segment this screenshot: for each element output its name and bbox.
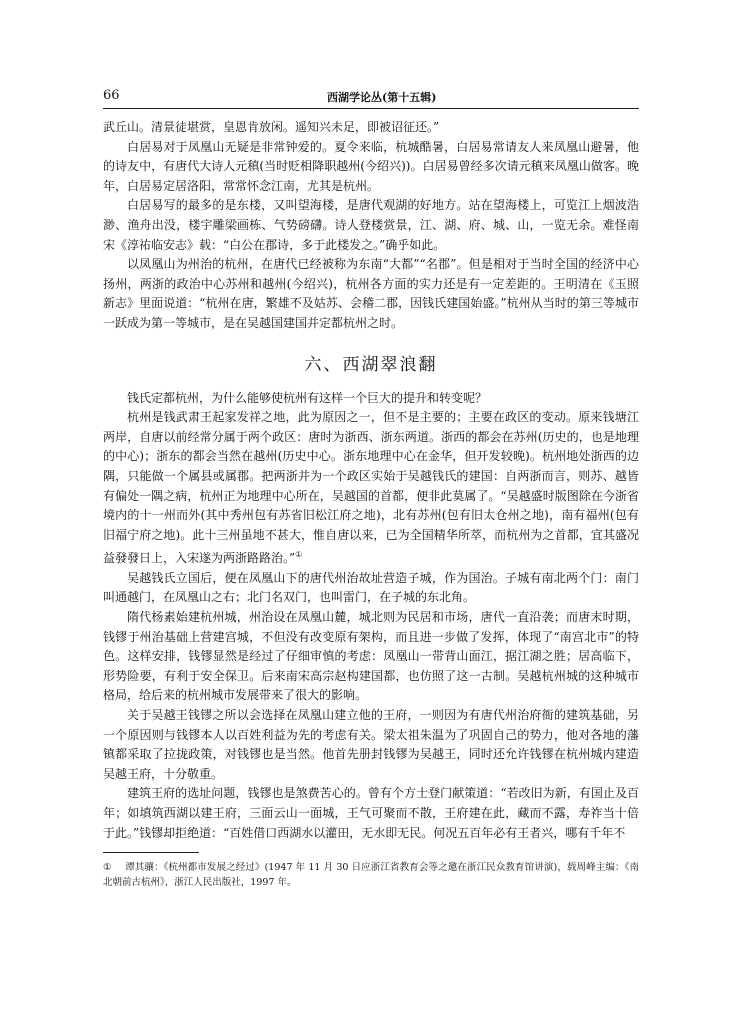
page-header xyxy=(103,88,639,110)
paragraph: 白居易对于凤凰山无疑是非常钟爱的。夏令来临，杭城酷暑，白居易常请友人来凤凰山避暑，他的诗友中，有唐代大诗人元稹(当时贬相降职越州(今绍兴))。白居易曾经多次请元稹来凤凰山做客。晚年，白居易定居洛阳，常常怀念江南，尤其是杭州。 xyxy=(103,139,639,193)
paragraph: 钱氏定都杭州，为什么能够使杭州有这样一个巨大的提升和转变呢？ xyxy=(127,390,488,405)
section-title: 六、西湖翠浪翻 xyxy=(304,354,438,375)
footnote-mark: ① xyxy=(103,862,112,873)
paragraph: 隋代杨素始建杭州城，州治设在凤凰山麓，城北则为民居和市场，唐代一直沿袭；而唐末时期，钱镠于州治基础上营建宫城，不但没有改变原有架构，而且进一步做了发挥，体现了“南宫北市”的特色。这样安排，钱镠显然是经过了仔细审慎的考虑：凤凰山一带背山面江，据江湖之胜；居高临下，形势险要，有利于安全保卫。后来南宋高宗赵构建国都，也仿照了这一古制。吴越杭州城的这种城市格局，给后来的杭州城市发展带来了很大的影响。 xyxy=(103,610,639,703)
paragraph: 吴越钱氏立国后，便在凤凰山下的唐代州治故址营造子城，作为国治。子城有南北两个门：南门叫通越门，在凤凰山之右；北门名双门，也叫雷门，在子城的东北角。 xyxy=(103,570,639,605)
paragraph: 白居易写的最多的是东楼，又叫望海楼，是唐代观湖的好地方。站在望海楼上，可览江上烟波浩渺、渔舟出没，楼宇雕梁画栋、气势磅礴。诗人登楼赏景，江、湖、府、城、山，一览无余。难怪南宋《淳祐临安志》载：“白公在郡诗，多于此楼发之。”确乎如此。 xyxy=(103,198,639,252)
paragraph-text: 杭州是钱武肃王起家发祥之地，此为原因之一，但不是主要的；主要在政区的变动。原来钱塘江两岸，自唐以前经常分属于两个政区：唐时为浙西、浙东两道。浙西的都会在苏州(历史的，也是地理的中心)；浙东的都会当然在越州(历史中心。浙东地理中心在金华，但开发较晚)。杭州地处浙西的边隅，只能做一个属县或属郡。把两浙并为一个政区实始于吴越钱氏的建国：自两浙而言，则苏、越皆有偏处一隅之病，杭州正为地理中心所在，吴越国的首都，便非此莫属了。“吴越盛时版图除在今浙省境内的十一州而外(其中秀州包有苏省旧松江府之地)，北有苏州(包有旧太仓州之地)，南有福州(包有旧福宁府之地)。此十三州虽地不甚大，惟自唐以来，已为全国精华所萃，而杭州为之首都，宜其盛况益發發日上，入宋遂为两浙路路治。” xyxy=(103,410,639,566)
footnote-reference: ① xyxy=(295,550,303,560)
body-text xyxy=(103,118,639,843)
page-number: 66 xyxy=(103,88,120,103)
paragraph xyxy=(103,408,639,569)
footnote-rule xyxy=(103,852,199,853)
footnote-text: 谭其骧：《杭州都市发展之经过》(1947 年 11 月 30 日应浙江省教育会等之邀在浙江民众教育馆讲演)，载周峰主编：《南北朝前古杭州》，浙江人民出版社，1997 年。 xyxy=(103,862,639,888)
paragraph: 以凤凰山为州治的杭州，在唐代已经被称为东南“大都”“名郡”。但是相对于当时全国的经济中心扬州，两浙的政治中心苏州和越州(今绍兴)，杭州各方面的实力还是有一定差距的。王明清在《玉照新志》里面说道：“杭州在唐，繁雄不及姑苏、会稽二郡，因钱氏建国始盛。”杭州从当时的第三等城市一跃成为第一等城市，是在吴越国建国并定都杭州之时。 xyxy=(103,257,639,330)
footnote xyxy=(103,860,639,890)
paragraph: 武丘山。清景徒堪赏，皇恩肯放闲。遥知兴未足，即被诏征还。” xyxy=(103,120,440,134)
running-title: 西湖学论丛(第十五辑) xyxy=(327,91,437,104)
paragraph: 关于吴越王钱镠之所以会选择在凤凰山建立他的王府，一则因为有唐代州治府衙的建筑基础，另一个原因则与钱镠本人以百姓利益为先的考虑有关。梁太祖朱温为了巩固自己的势力，他对各地的藩镇都采取了拉拢政策，对钱镠也是当然。他首先册封钱镠为吴越王，同时还允许钱镠在杭州城内建造吴越王府，十分敬重。 xyxy=(103,708,639,781)
paragraph: 建筑王府的选址问题，钱镠也是煞费苦心的。曾有个方士登门献策道：“若改旧为新，有国止及百年；如填筑西湖以建王府，三面云山一面城，王气可聚而不散，王府建在此，藏而不露，寿祚当十倍于此。”钱镠却拒绝道：“百姓借口西湖水以灌田，无水即无民。何况五百年必有王者兴，哪有千年不 xyxy=(103,786,639,840)
header-rule xyxy=(103,108,639,109)
